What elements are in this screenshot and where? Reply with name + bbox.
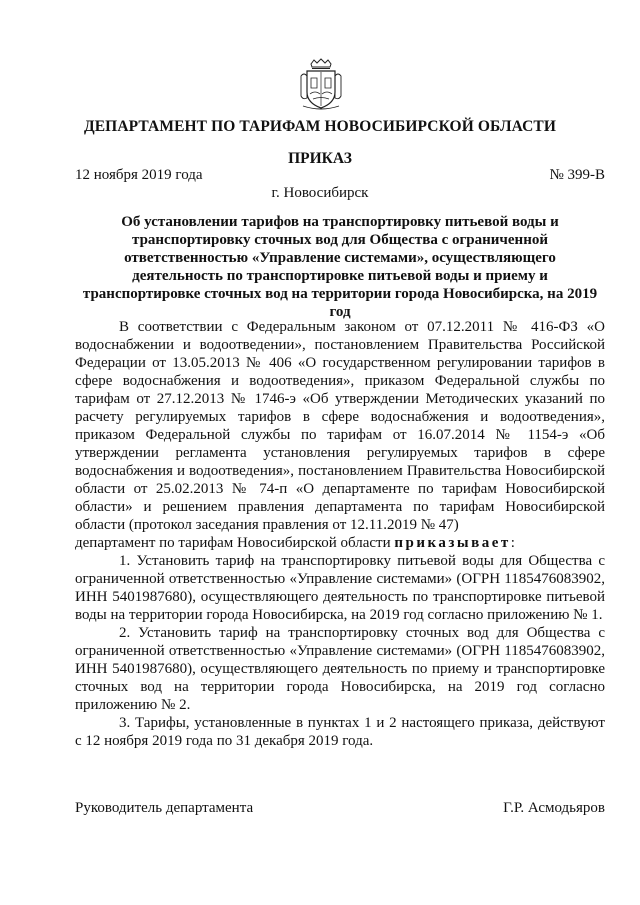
order-date: 12 ноября 2019 года: [75, 167, 203, 183]
department-title: ДЕПАРТАМЕНТ ПО ТАРИФАМ НОВОСИБИРСКОЙ ОБЛАСТИ: [83, 118, 557, 135]
order-body: [75, 318, 605, 750]
order-number: № 399-В: [549, 167, 605, 183]
order-intro: департамент по тарифам Новосибирской области: [75, 535, 391, 551]
signature-block: [75, 800, 605, 820]
preamble: В соответствии с Федеральным законом от 07.12.2011 № 416-ФЗ «О водоснабжении и водоотведении», постановлением Правительства Российской Федерации от 13.05.2013 № 406 «О государственном регулировании тарифов в сфере водоснабжения и водоотведения», приказом Федеральной службы по тарифам от 27.12.2013 № 1746-э «Об утверждении Методических указаний по расчету регулируемых тарифов в сфере водоснабжения и водоотведения», приказом Федеральной службы по тарифам от 16.07.2014 № 1154-э «Об утверждении регламента установления регулируемых тарифов в сфере водоснабжения и водоотведения», постановлением Правительства Новосибирской области от 25.02.2013 № 74-п «О департаменте по тарифам Новосибирской области» и решением правления департамента по тарифам Новосибирской области (протокол заседания правления от 12.11.2019 № 47): [75, 319, 605, 533]
signatory-name: Г.Р. Асмодьяров: [503, 800, 605, 816]
signatory-role: Руководитель департамента: [75, 800, 254, 816]
coat-of-arms-icon: [299, 58, 343, 112]
date-number-line: [75, 167, 605, 187]
order-colon: :: [510, 535, 515, 551]
order-clause: [75, 534, 605, 552]
order-item: 2. Установить тариф на транспортировку сточных вод для Общества с ограниченной ответственностью «Управление системами» (ОГРН 1185476083902, ИНН 5401987680), осуществляющего деятельность по приему и транспортировке сточных вод на территории города Новосибирска, на 2019 год согласно приложению № 2.: [75, 625, 605, 713]
city: г. Новосибирск: [271, 185, 369, 201]
order-item: 3. Тарифы, установленные в пунктах 1 и 2 настоящего приказа, действуют с 12 ноября 2019 года по 31 декабря 2019 года.: [75, 715, 605, 749]
order-subject: Об установлении тарифов на транспортировку питьевой воды и транспортировку сточных вод для Общества с ограниченной ответственностью «Управление системами», осуществляющего деятельность по транспортировке питьевой воды и приему и транспортировке сточных вод на территории города Новосибирска, на 2019 год: [82, 214, 598, 320]
document-type: ПРИКАЗ: [288, 150, 352, 167]
order-item: 1. Установить тариф на транспортировку питьевой воды для Общества с ограниченной ответственностью «Управление системами» (ОГРН 1185476083902, ИНН 5401987680), осуществляющего деятельность по транспортировке питьевой воды на территории города Новосибирска, на 2019 год согласно приложению № 1.: [75, 553, 605, 623]
order-verb: приказывает: [394, 535, 511, 551]
